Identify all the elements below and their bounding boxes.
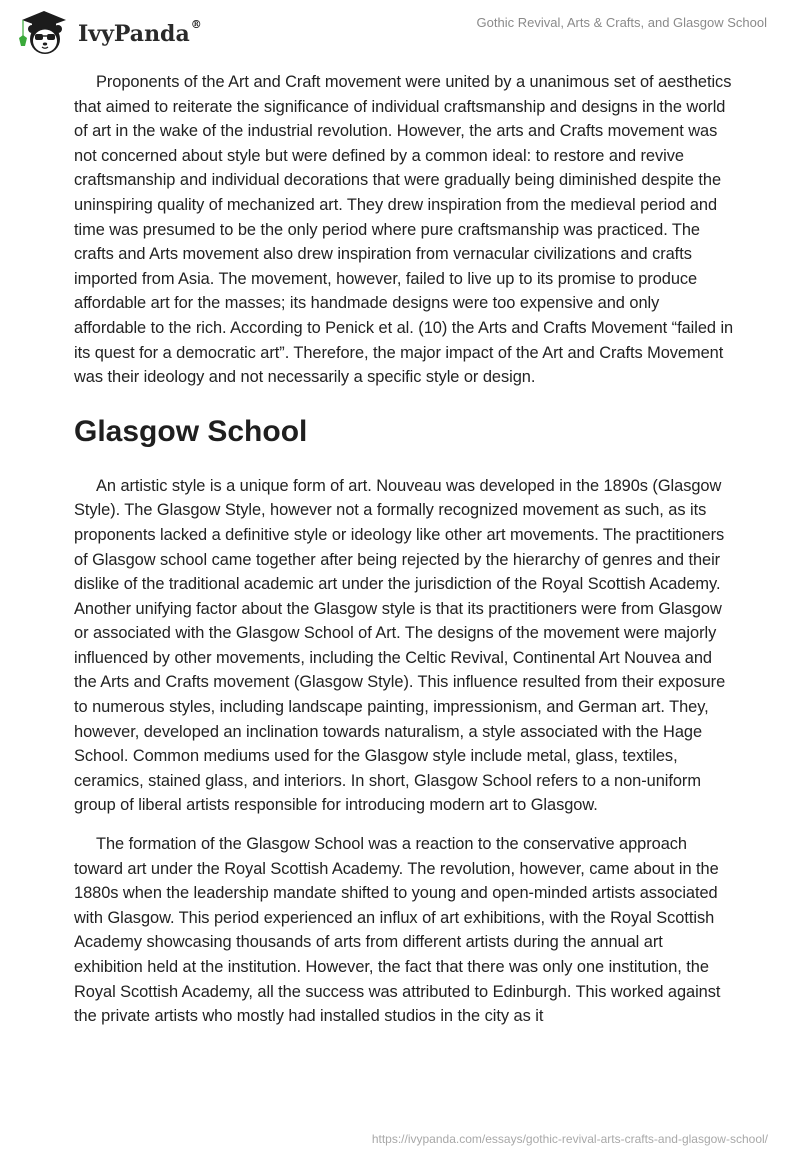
section-heading: Glasgow School	[74, 414, 308, 448]
page-header	[0, 0, 800, 60]
document-title: Gothic Revival, Arts & Crafts, and Glasgow School	[476, 15, 767, 30]
logo-text	[78, 18, 202, 47]
logo-name: IvyPanda	[78, 21, 190, 47]
essay-content	[74, 70, 734, 1043]
paragraph: An artistic style is a unique form of art. Nouveau was developed in the 1890s (Glasgow Style). The Glasgow Style, however not a formally recognized movement as such, as its proponents lacked a definitive style or ideology like other art movements. The practitioners of Glasgow school came together after being rejected by the hierarchy of genres and their dislike of the traditional academic art under the jurisdiction of the Royal Scottish Academy. Another unifying factor about the Glasgow style is that its practitioners were from Glasgow or associated with the Glasgow School of Art. The designs of the movement were majorly influenced by other movements, including the Celtic Revival, Continental Art Nouvea and the Arts and Crafts movement (Glasgow Style). This influence resulted from their exposure to numerous styles, including landscape painting, impressionism, and German art. They, however, developed an inclination towards naturalism, a style associated with the Hage School. Common mediums used for the Glasgow style include metal, glass, textiles, ceramics, stained glass, and interiors. In short, Glasgow School refers to a non-uniform group of liberal artists responsible for introducing modern art to Glasgow.	[74, 476, 726, 815]
registered-mark: ®	[190, 18, 202, 31]
source-url[interactable]: https://ivypanda.com/essays/gothic-revival-arts-crafts-and-glasgow-school/	[371, 1132, 768, 1146]
ivypanda-logo[interactable]	[18, 8, 202, 56]
panda-graduation-cap-icon	[18, 8, 70, 56]
paragraph: Proponents of the Art and Craft movement were united by a unanimous set of aesthetics that aimed to reiterate the significance of individual craftsmanship and designs in the world of art in the wake of the industrial revolution. However, the arts and Crafts movement was not concerned about style but were defined by a common ideal: to restore and revive craftsmanship and individual decorations that were gradually being diminished despite the uninspiring quality of mechanized art. They drew inspiration from the medieval period and time was presumed to be the only period where pure craftsmanship was practiced. The crafts and Arts movement also drew inspiration from vernacular civilizations and crafts imported from Asia. The movement, however, failed to live up to its promise to produce affordable art for the masses; its handmade designs were too expensive and only affordable to the rich. According to Penick et al. (10) the Arts and Crafts Movement “failed in its quest for a democratic art”. Therefore, the major impact of the Art and Crafts Movement was their ideology and not necessarily a specific style or design.	[74, 73, 734, 387]
paragraph: The formation of the Glasgow School was a reaction to the conservative approach toward art under the Royal Scottish Academy. The revolution, however, came about in the 1880s when the leadership mandate shifted to young and open-minded artists associated with Glasgow. This period experienced an influx of art exhibitions, with the Royal Scottish Academy showcasing thousands of arts from different artists during the annual art exhibition held at the institution. However, the fact that there was only one institution, the Royal Scottish Academy, all the success was attributed to Edinburgh. This worked against the private artists who mostly had installed studios in the city as it	[74, 835, 721, 1026]
